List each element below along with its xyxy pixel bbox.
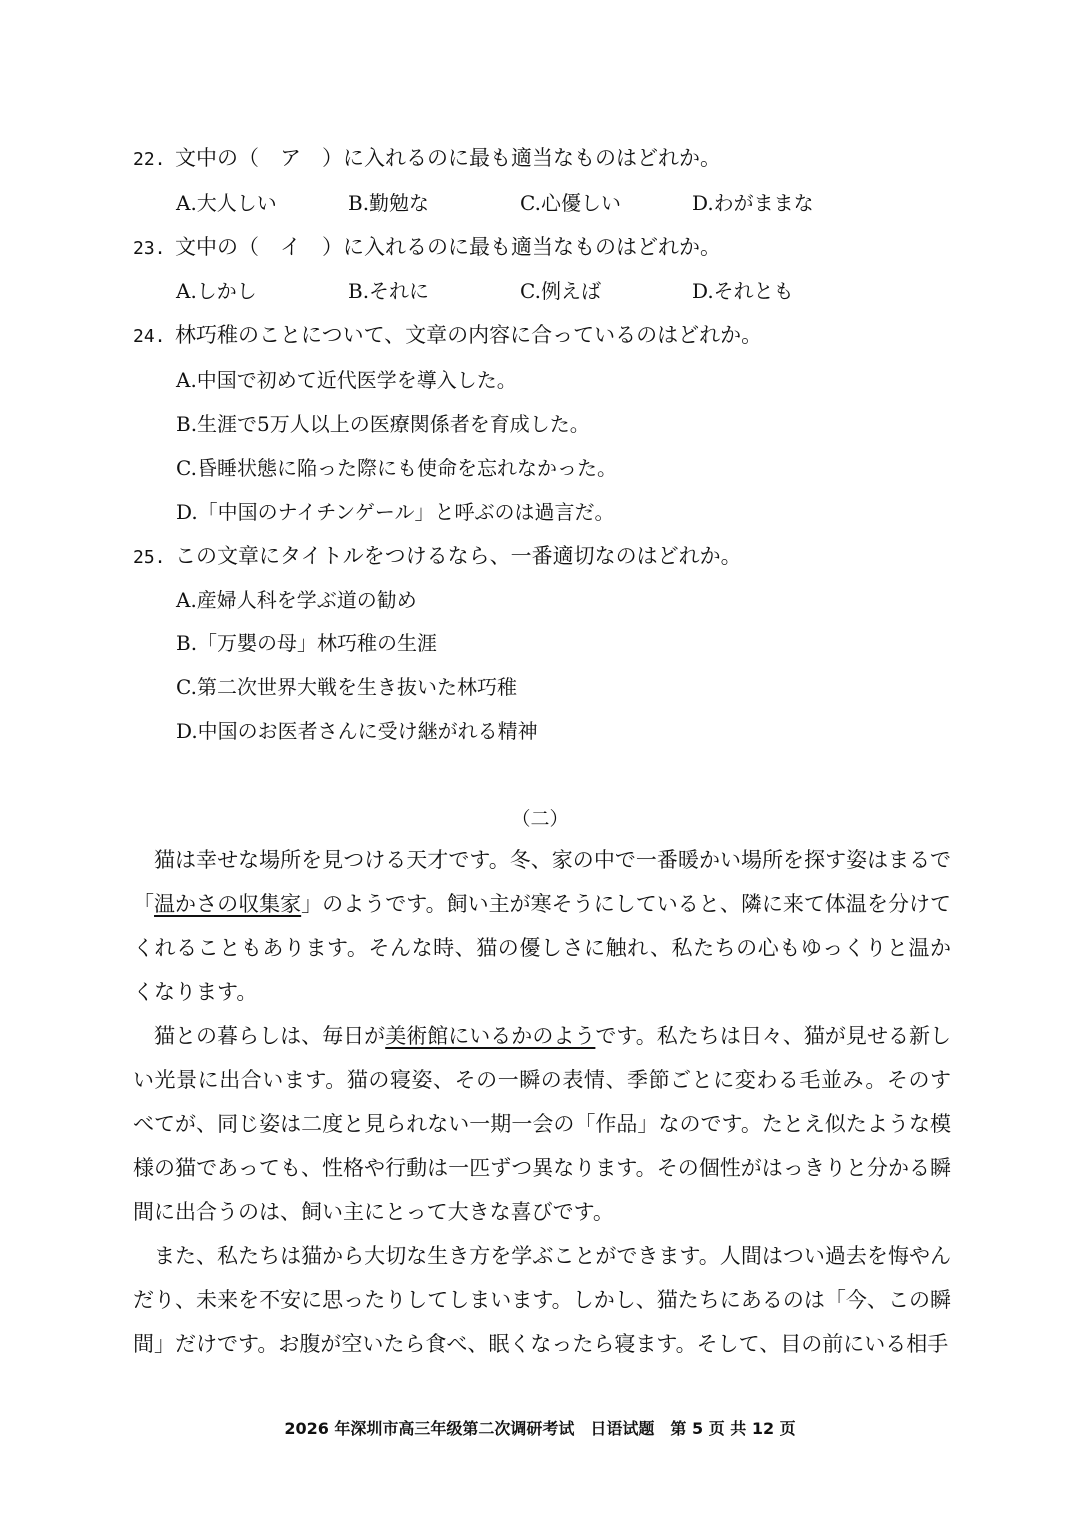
option-d: D.「中国のナイチンゲール」と呼ぶのは過言だ。 <box>176 500 615 524</box>
question-25 <box>133 541 742 573</box>
page-footer: 2026 年深圳市高三年级第二次调研考试 日语试题 第 5 页 共 12 页 <box>284 1419 796 1438</box>
option-a: A.しかし <box>176 279 257 303</box>
paragraph-1 <box>133 838 951 1014</box>
option-a: A.産婦人科を学ぶ道の勧め <box>176 588 417 612</box>
option-a: A.大人しい <box>176 191 277 215</box>
underlined-phrase: 美術館にいるかのよう <box>385 1024 596 1048</box>
paragraph-text: です。私たちは日々、猫が見せる新しい光景に出合います。猫の寝姿、その一瞬の表情、季節ごとに変わる毛並み。そのすべてが、同じ姿は二度と見られない一期一会の「作品」なのです。たとえ似たような模様の猫であっても、性格や行動は一匹ずつ異なります。その個性がはっきりと分かる瞬間に出合うのは、飼い主にとって大きな喜びです。 <box>133 1024 951 1224</box>
option-c: C.心優しい <box>520 191 621 215</box>
reading-passage <box>133 838 951 1366</box>
paragraph-text: 猫との暮らしは、毎日が <box>154 1024 386 1048</box>
question-number: 23. <box>133 238 166 259</box>
paragraph-3: また、私たちは猫から大切な生き方を学ぶことができます。人間はつい過去を悔やんだり、未来を不安に思ったりしてしまいます。しかし、猫たちにあるのは「今、この瞬間」だけです。お腹が空いたら食べ、眠くなったら寝ます。そして、目の前にいる相手 <box>133 1244 951 1356</box>
underlined-phrase: 温かさの収集家 <box>154 892 302 916</box>
option-b: B.勤勉な <box>348 191 430 215</box>
question-number: 24. <box>133 326 166 347</box>
option-d: D.それとも <box>692 279 794 303</box>
paragraph-2 <box>133 1014 951 1234</box>
option-b: B.生涯で5万人以上の医療関係者を育成した。 <box>176 412 590 436</box>
question-number: 25. <box>133 547 166 568</box>
option-a: A.中国で初めて近代医学を導入した。 <box>176 368 517 392</box>
option-b: B.「万嬰の母」林巧稚の生涯 <box>176 631 438 655</box>
question-22 <box>133 143 721 175</box>
option-c: C.昏睡状態に陥った際にも使命を忘れなかった。 <box>176 456 617 480</box>
paragraph-text: 」のようです。飼い主が寒そうにしていると、隣に来て体温を分けてくれることもあります。そんな時、猫の優しさに触れ、私たちの心もゆっくりと温かくなります。 <box>133 892 952 1004</box>
option-d: D.中国のお医者さんに受け継がれる精神 <box>176 719 538 743</box>
question-23 <box>133 232 721 264</box>
question-stem: この文章にタイトルをつけるなら、一番適切なのはどれか。 <box>175 544 742 568</box>
question-stem: 林巧稚のことについて、文章の内容に合っているのはどれか。 <box>175 323 763 347</box>
paragraph-text: 猫は幸せな場所を見つける天才です。冬、家の中で一番暖かい場所を探す姿はまるで「 <box>133 848 951 916</box>
question-24 <box>133 320 762 352</box>
option-d: D.わがままな <box>692 191 814 215</box>
question-number: 22. <box>133 149 166 170</box>
section-title: （二） <box>511 808 569 830</box>
option-c: C.第二次世界大戦を生き抜いた林巧稚 <box>176 675 517 699</box>
question-stem: 文中の（ ア ）に入れるのに最も適当なものはどれか。 <box>175 146 721 170</box>
option-b: B.それに <box>348 279 430 303</box>
question-stem: 文中の（ イ ）に入れるのに最も適当なものはどれか。 <box>175 235 721 259</box>
option-c: C.例えば <box>520 279 601 303</box>
